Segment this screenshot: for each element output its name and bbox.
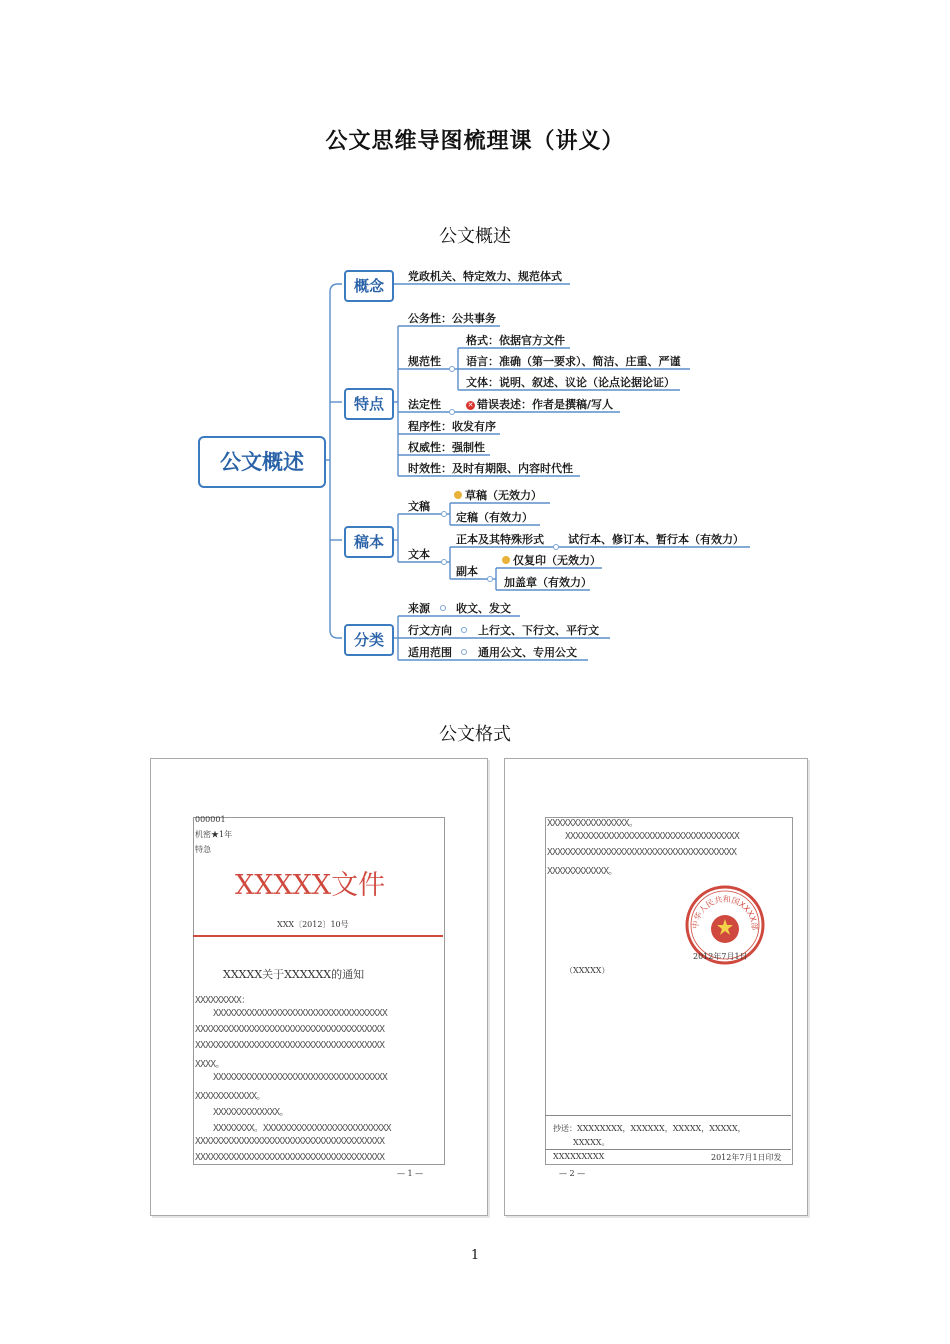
- issuer: XXXXXXXXX: [553, 1152, 605, 1161]
- page-2-number: — 2 —: [559, 1169, 586, 1178]
- doc-title: XXXXX关于XXXXXX的通知: [223, 968, 365, 981]
- body-line: XXXXXXXXXXXXX。: [213, 1107, 289, 1118]
- node-dot: [487, 576, 493, 582]
- node-dot: [461, 627, 467, 633]
- node-dot: [449, 366, 455, 372]
- node-dot: [440, 605, 446, 611]
- red-header: XXXXX文件: [235, 870, 386, 901]
- branch-features: 特点: [344, 388, 394, 420]
- doc-number: XXX〔2012〕10号: [277, 920, 349, 929]
- section-heading-format: 公文格式: [439, 724, 511, 745]
- serial-number: 000001: [195, 815, 226, 824]
- legal-error-note: [466, 396, 613, 412]
- normative-style: 文体：说明、叙述、议论（论点论据论证）: [466, 376, 675, 389]
- attachment-note: （XXXXX）: [565, 966, 610, 975]
- class-source-key: 来源: [408, 602, 430, 615]
- page-1-number: — 1 —: [397, 1169, 424, 1178]
- document-title: 公文思维导图梳理课（讲义）: [325, 128, 625, 154]
- cc-line-cont: XXXXX。: [573, 1138, 610, 1147]
- text-original-variants: 试行本、修订本、暂行本（有效力）: [568, 533, 744, 546]
- body-line: XXXXXXXXXXXXXXXX。: [547, 818, 638, 829]
- body-line: XXXX。: [195, 1059, 225, 1070]
- class-direction-key: 行文方向: [408, 624, 452, 637]
- node-dot: [461, 649, 467, 655]
- body-line: XXXXXXXX。XXXXXXXXXXXXXXXXXXXXXXXXX: [213, 1123, 391, 1134]
- class-source-value: 收文、发文: [456, 602, 511, 615]
- feature-legal: 法定性: [408, 398, 441, 411]
- feature-authority: 权威性：强制性: [408, 441, 485, 454]
- branch-concept: 概念: [344, 270, 394, 302]
- body-line: XXXXXXXXXXXXXXXXXXXXXXXXXXXXXXXXXXXXX: [195, 1136, 385, 1147]
- node-dot: [441, 511, 447, 517]
- concept-item: 党政机关、特定效力、规范体式: [408, 270, 562, 283]
- page-number: 1: [470, 1248, 480, 1263]
- mind-map: [190, 262, 770, 670]
- manuscript-final: 定稿（有效力）: [456, 511, 533, 524]
- normative-format: 格式：依据官方文件: [466, 334, 565, 347]
- node-dot: [553, 544, 559, 550]
- sign-date: 2012年7月1日: [693, 952, 748, 961]
- copy-stamped: 加盖章（有效力）: [504, 576, 592, 589]
- normative-language: 语言：准确（第一要求）、简洁、庄重、严谨: [466, 355, 681, 368]
- feature-procedure: 程序性：收发有序: [408, 420, 496, 433]
- urgency-level: 特急: [195, 845, 211, 854]
- error-icon: ✕: [467, 401, 474, 409]
- body-line: XXXXXXXXXXXXXXXXXXXXXXXXXXXXXXXXXXXXX: [195, 1024, 385, 1035]
- secret-level: 机密★1年: [195, 830, 233, 839]
- body-line: XXXXXXXXXXXXXXXXXXXXXXXXXXXXXXXXXXXXX: [547, 847, 737, 858]
- copy-photocopy-text: 仅复印（无效力）: [513, 554, 601, 567]
- body-line: XXXXXXXXXXXXXXXXXXXXXXXXXXXXXXXXXX: [213, 1008, 388, 1019]
- branch-drafts: 稿本: [344, 526, 394, 558]
- draft-manuscript: 文稿: [408, 500, 430, 513]
- warning-icon: [502, 556, 510, 564]
- body-line: XXXXXXXXXXXXXXXXXXXXXXXXXXXXXXXXXXXXX: [195, 1152, 385, 1163]
- format-page-1: [150, 758, 488, 1216]
- branch-classification: 分类: [344, 624, 394, 656]
- manuscript-draft: [454, 487, 542, 503]
- body-line: XXXXXXXXXXXXXXXXXXXXXXXXXXXXXXXXXX: [565, 831, 740, 842]
- cc-rule: [545, 1115, 791, 1116]
- body-line: XXXXXXXXXXXX。: [195, 1091, 266, 1102]
- red-rule: [193, 935, 443, 937]
- section-heading-overview: 公文概述: [439, 226, 511, 247]
- cc-line: 抄送：XXXXXXXX，XXXXXX，XXXXX，XXXXX，: [553, 1124, 746, 1133]
- class-scope-key: 适用范围: [408, 646, 452, 659]
- text-copy: 副本: [456, 565, 478, 578]
- class-direction-value: 上行文、下行文、平行文: [478, 624, 599, 637]
- seal-text: 中华人民共和国XXXX部: [690, 894, 760, 931]
- format-page-2: [504, 758, 808, 1216]
- body-line: XXXXXXXXXXXXXXXXXXXXXXXXXXXXXXXXXXXXX: [195, 1040, 385, 1051]
- legal-error-text: 错误表述：作者是撰稿/写人: [477, 398, 614, 411]
- text-original: 正本及其特殊形式: [456, 533, 544, 546]
- node-dot: [449, 409, 455, 415]
- warning-icon: [454, 491, 462, 499]
- print-date: 2012年7月1日印发: [711, 1153, 782, 1162]
- body-line: XXXXXXXXXXXX。: [547, 866, 618, 877]
- draft-text: 文本: [408, 548, 430, 561]
- feature-normative: 规范性: [408, 355, 441, 368]
- body-line: XXXXXXXXXXXXXXXXXXXXXXXXXXXXXXXXXX: [213, 1072, 388, 1083]
- class-scope-value: 通用公文、专用公文: [478, 646, 577, 659]
- feature-timeliness: 时效性：及时有期限、内容时代性: [408, 462, 573, 475]
- copy-photocopy: [502, 552, 601, 568]
- feature-public: 公务性：公共事务: [408, 312, 496, 325]
- mindmap-root: 公文概述: [198, 436, 326, 488]
- node-dot: [441, 559, 447, 565]
- manuscript-draft-text: 草稿（无效力）: [465, 489, 542, 502]
- issuer-rule: [545, 1149, 791, 1150]
- body-line: XXXXXXXXX：: [195, 995, 250, 1006]
